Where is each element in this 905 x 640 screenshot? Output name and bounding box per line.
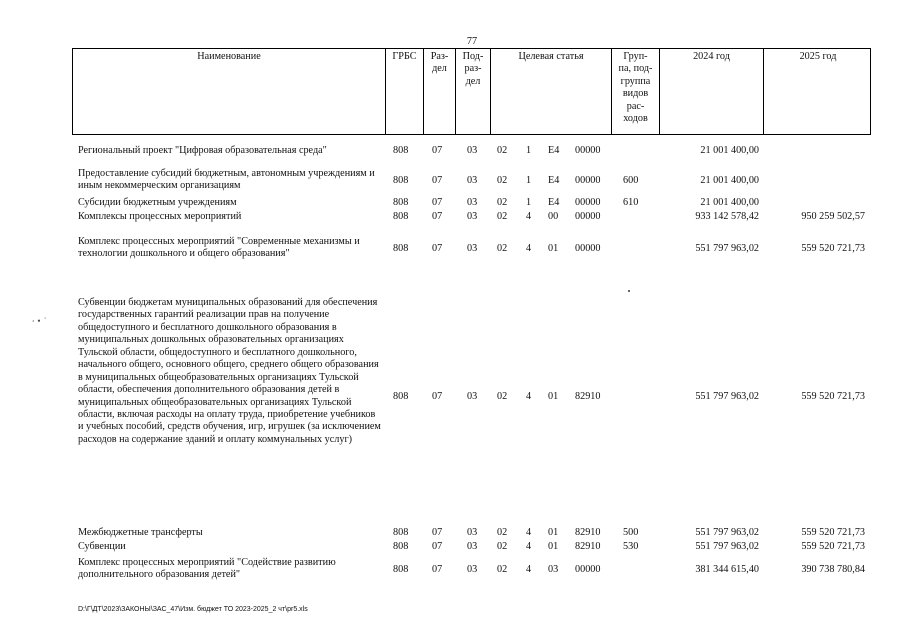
- row-2024: 21 001 400,00: [700, 145, 759, 156]
- row-2025: 559 520 721,73: [801, 541, 865, 552]
- row-name: Субсидии бюджетным учреждениям: [78, 197, 237, 208]
- header-2025: 2025 год: [763, 49, 872, 134]
- scan-dot: [628, 290, 630, 292]
- header-gruppa-vidov: Груп- па, под- группа видов рас- ходов: [611, 49, 659, 134]
- row-cs3: Е4: [548, 145, 560, 156]
- row-cs3: 00: [548, 211, 559, 222]
- row-podrazdel: 03: [467, 391, 478, 402]
- row-2025: 559 520 721,73: [801, 243, 865, 254]
- row-cs1: 02: [497, 243, 508, 254]
- row-cs1: 02: [497, 145, 508, 156]
- header-grbs: ГРБС: [385, 49, 423, 134]
- row-podrazdel: 03: [467, 243, 478, 254]
- row-grbs: 808: [393, 243, 409, 254]
- row-cs2: 1: [526, 145, 532, 156]
- row-grbs: 808: [393, 211, 409, 222]
- row-name: Субвенции бюджетам муниципальных образований для обеспечения государственных гарантий реализации прав на получение общедоступного и бесплатного дошкольного образования в муниципальных дошкольных образовательных организациях Тульской области, общедоступного и бесплатного дошкольного, начального общего, основного общего, среднего общего образования в муниципальных общеобразовательных организациях Тульской области, обеспечения дополнительного образования детей в муниципальных общеобразовательных организациях Тульской области, включая расходы на оплату труда, приобретение учебников и учебных пособий, средств обучения, игр, игрушек (за исключением расходов на содержание зданий и оплату коммунальных услуг): [78, 297, 381, 445]
- row-cs4: 82910: [575, 527, 601, 538]
- row-grbs: 808: [393, 564, 409, 575]
- row-cs3: 01: [548, 541, 559, 552]
- row-cs4: 00000: [575, 197, 601, 208]
- row-podrazdel: 03: [467, 527, 478, 538]
- row-cs4: 82910: [575, 541, 601, 552]
- row-cs3: Е4: [548, 175, 560, 186]
- row-grbs: 808: [393, 541, 409, 552]
- row-razdel: 07: [432, 243, 443, 254]
- row-2024: 21 001 400,00: [700, 175, 759, 186]
- row-podrazdel: 03: [467, 541, 478, 552]
- row-cs3: 01: [548, 243, 559, 254]
- row-cs1: 02: [497, 175, 508, 186]
- row-cs4: 00000: [575, 211, 601, 222]
- row-name: Субвенции: [78, 541, 126, 552]
- row-cs2: 1: [526, 197, 532, 208]
- row-podrazdel: 03: [467, 175, 478, 186]
- row-vr: 600: [623, 175, 639, 186]
- row-cs2: 4: [526, 243, 532, 254]
- row-name: Региональный проект "Цифровая образовательная среда": [78, 145, 327, 156]
- row-grbs: 808: [393, 527, 409, 538]
- row-vr: 500: [623, 527, 639, 538]
- row-podrazdel: 03: [467, 197, 478, 208]
- row-razdel: 07: [432, 541, 443, 552]
- row-cs3: 03: [548, 564, 559, 575]
- row-2025: 950 259 502,57: [801, 211, 865, 222]
- row-2025: 559 520 721,73: [801, 527, 865, 538]
- row-cs4: 00000: [575, 145, 601, 156]
- row-cs1: 02: [497, 541, 508, 552]
- row-2025: 559 520 721,73: [801, 391, 865, 402]
- row-2024: 551 797 963,02: [695, 243, 759, 254]
- row-2024: 551 797 963,02: [695, 541, 759, 552]
- row-cs4: 00000: [575, 243, 601, 254]
- row-grbs: 808: [393, 145, 409, 156]
- header-name: Наименование: [197, 51, 261, 62]
- header-podrazdel: Под- раз- дел: [455, 49, 490, 134]
- scan-specks: ⸱•˙: [32, 316, 50, 326]
- row-vr: 530: [623, 541, 639, 552]
- row-name: Комплексы процессных мероприятий: [78, 211, 242, 222]
- row-razdel: 07: [432, 211, 443, 222]
- row-cs2: 1: [526, 175, 532, 186]
- row-cs2: 4: [526, 527, 532, 538]
- row-cs2: 4: [526, 391, 532, 402]
- row-cs1: 02: [497, 197, 508, 208]
- row-name: Комплекс процессных мероприятий "Содействие развитию дополнительного образования детей": [78, 557, 336, 581]
- row-grbs: 808: [393, 391, 409, 402]
- row-2024: 551 797 963,02: [695, 391, 759, 402]
- row-cs3: Е4: [548, 197, 560, 208]
- row-2024: 21 001 400,00: [700, 197, 759, 208]
- row-cs1: 02: [497, 564, 508, 575]
- row-name: Межбюджетные трансферты: [78, 527, 203, 538]
- row-name: Комплекс процессных мероприятий "Современные механизмы и технологии дошкольного и общего образования": [78, 236, 360, 260]
- page-number: 77: [466, 36, 478, 47]
- row-grbs: 808: [393, 175, 409, 186]
- row-vr: 610: [623, 197, 639, 208]
- row-cs4: 00000: [575, 564, 601, 575]
- row-razdel: 07: [432, 175, 443, 186]
- row-cs2: 4: [526, 541, 532, 552]
- header-2024: 2024 год: [659, 49, 763, 134]
- header-razdel: Раз- дел: [423, 49, 455, 134]
- row-grbs: 808: [393, 197, 409, 208]
- row-cs4: 00000: [575, 175, 601, 186]
- row-cs3: 01: [548, 527, 559, 538]
- header-celevaya-statya: Целевая статья: [490, 49, 611, 134]
- row-cs4: 82910: [575, 391, 601, 402]
- row-razdel: 07: [432, 197, 443, 208]
- row-cs2: 4: [526, 211, 532, 222]
- row-razdel: 07: [432, 391, 443, 402]
- row-2024: 933 142 578,42: [695, 211, 759, 222]
- footer-file-path: D:\Г\ДТ\2023\ЗАКОНЫ\ЗАС_47\Изм. бюджет ТО 2023-2025_2 чт\pr5.xls: [78, 606, 308, 613]
- row-cs2: 4: [526, 564, 532, 575]
- row-cs1: 02: [497, 527, 508, 538]
- row-podrazdel: 03: [467, 211, 478, 222]
- table-header: [72, 48, 871, 135]
- row-podrazdel: 03: [467, 564, 478, 575]
- row-razdel: 07: [432, 527, 443, 538]
- row-cs3: 01: [548, 391, 559, 402]
- row-cs1: 02: [497, 211, 508, 222]
- row-name: Предоставление субсидий бюджетным, автономным учреждениям и иным некоммерческим организациям: [78, 168, 375, 192]
- row-cs1: 02: [497, 391, 508, 402]
- row-podrazdel: 03: [467, 145, 478, 156]
- row-2024: 551 797 963,02: [695, 527, 759, 538]
- row-2025: 390 738 780,84: [801, 564, 865, 575]
- row-razdel: 07: [432, 145, 443, 156]
- row-razdel: 07: [432, 564, 443, 575]
- row-2024: 381 344 615,40: [695, 564, 759, 575]
